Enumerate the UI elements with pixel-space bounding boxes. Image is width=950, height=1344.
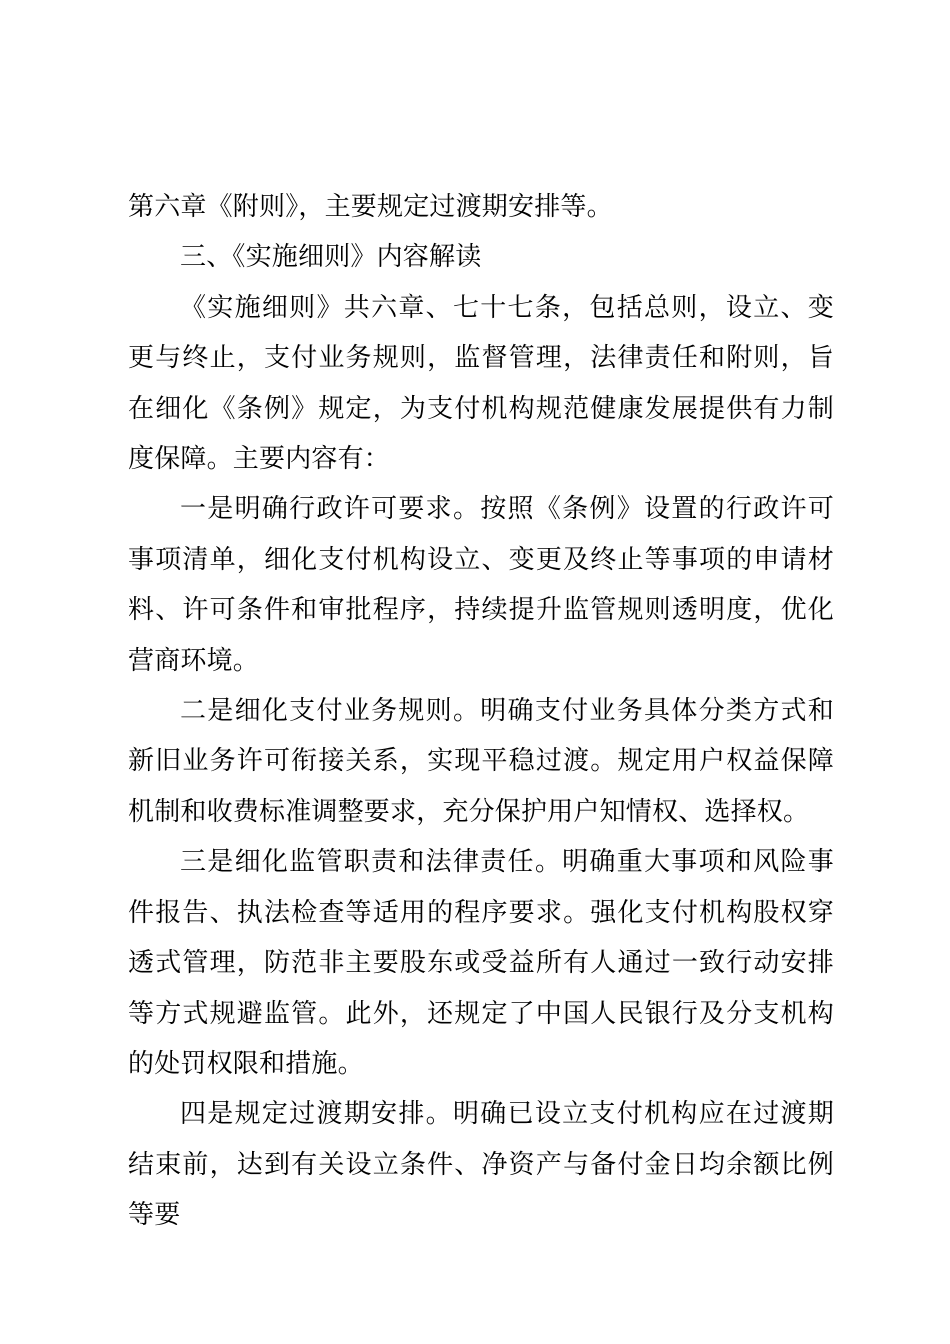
paragraph-point-one: 一是明确行政许可要求。按照《条例》设置的行政许可事项清单，细化支付机构设立、变更及终止等事项的申请材料、许可条件和审批程序，持续提升监管规则透明度，优化营商环境。 [128,494,834,676]
paragraph-point-two: 二是细化支付业务规则。明确支付业务具体分类方式和新旧业务许可衔接关系，实现平稳过渡。规定用户权益保障机制和收费标准调整要求，充分保护用户知情权、选择权。 [128,696,834,827]
document-body [128,182,834,1241]
paragraph-overview: 《实施细则》共六章、七十七条，包括总则，设立、变更与终止，支付业务规则，监督管理，法律责任和附则，旨在细化《条例》规定，为支付机构规范健康发展提供有力制度保障。主要内容有： [128,292,834,475]
paragraph-chapter-six-note: 第六章《附则》，主要规定过渡期安排等。 [128,192,613,222]
paragraph-point-four: 四是规定过渡期安排。明确已设立支付机构应在过渡期结束前，达到有关设立条件、净资产与备付金日均余额比例等要 [128,1099,834,1231]
section-heading-interpretation: 三、《实施细则》内容解读 [180,242,482,273]
paragraph-point-three: 三是细化监管职责和法律责任。明确重大事项和风险事件报告、执法检查等适用的程序要求。强化支付机构股权穿透式管理，防范非主要股东或受益所有人通过一致行动安排等方式规避监管。此外，还规定了中国人民银行及分支机构的处罚权限和措施。 [128,847,834,1079]
